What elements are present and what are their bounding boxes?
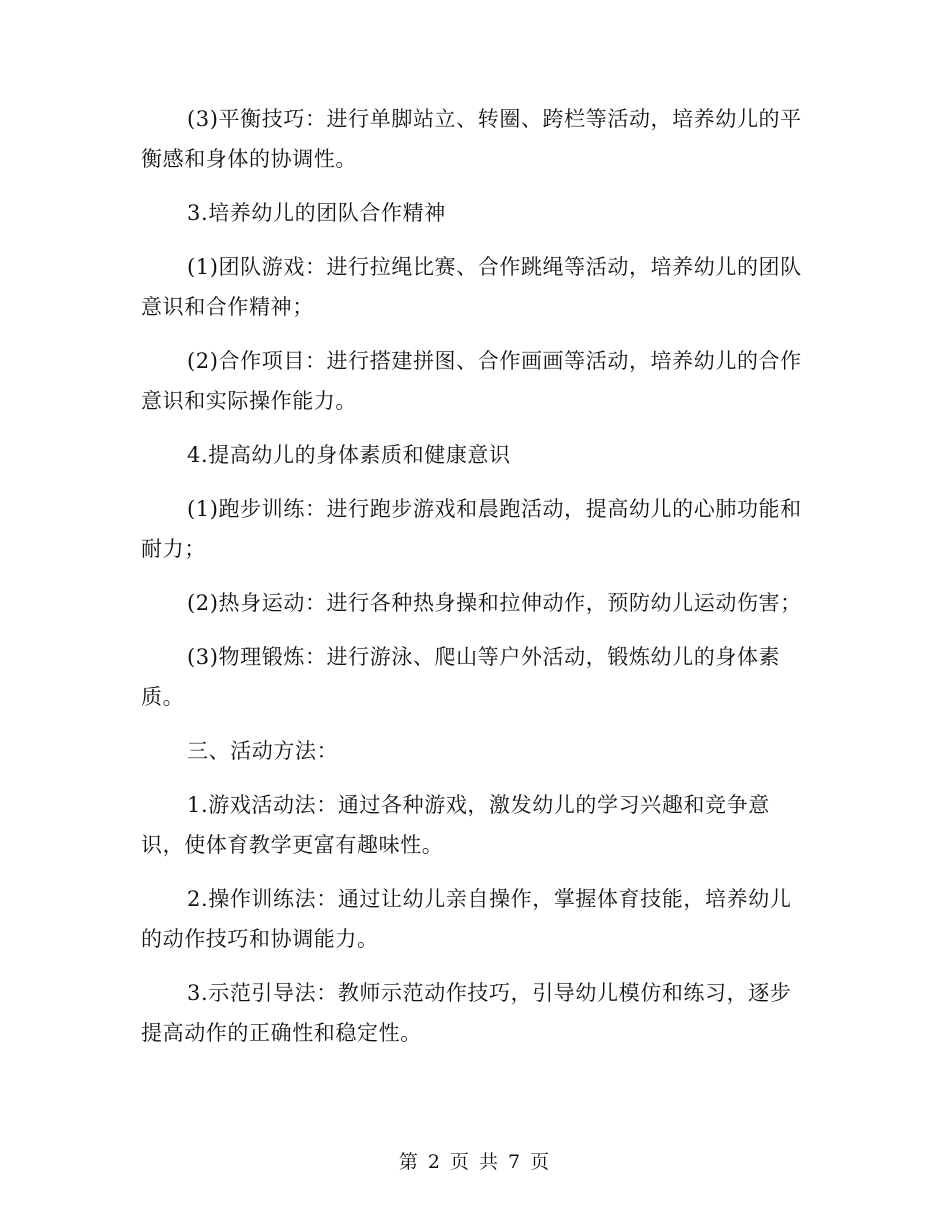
paragraph-operation-method: 2.操作训练法：通过让幼儿亲自操作，掌握体育技能，培养幼儿的动作技巧和协调能力。 (141, 887, 792, 951)
page-number: 第 2 页 共 7 页 (398, 1151, 552, 1173)
paragraph-balance-skills: (3)平衡技巧：进行单脚站立、转圈、跨栏等活动，培养幼儿的平衡感和身体的协调性。 (141, 107, 802, 171)
document-body (141, 99, 803, 1067)
paragraph-physical-exercise: (3)物理锻炼：进行游泳、爬山等户外活动，锻炼幼儿的身体素质。 (141, 645, 781, 709)
paragraph-warmup: (2)热身运动：进行各种热身操和拉伸动作，预防幼儿运动伤害； (187, 591, 802, 615)
paragraph-team-games: (1)团队游戏：进行拉绳比赛、合作跳绳等活动，培养幼儿的团队意识和合作精神； (141, 255, 802, 319)
paragraph-demonstration-method: 3.示范引导法：教师示范动作技巧，引导幼儿模仿和练习，逐步提高动作的正确性和稳定性。 (141, 981, 792, 1045)
paragraph-game-method: 1.游戏活动法：通过各种游戏，激发幼儿的学习兴趣和竞争意识，使体育教学更富有趣味性。 (141, 793, 770, 857)
heading-physical-quality: 4.提高幼儿的身体素质和健康意识 (187, 443, 511, 467)
paragraph-running-training: (1)跑步训练：进行跑步游戏和晨跑活动，提高幼儿的心肺功能和耐力； (141, 497, 802, 561)
heading-team-spirit: 3.培养幼儿的团队合作精神 (187, 201, 446, 225)
heading-activity-methods: 三、活动方法： (187, 739, 339, 763)
paragraph-cooperation-projects: (2)合作项目：进行搭建拼图、合作画画等活动，培养幼儿的合作意识和实际操作能力。 (141, 349, 802, 413)
